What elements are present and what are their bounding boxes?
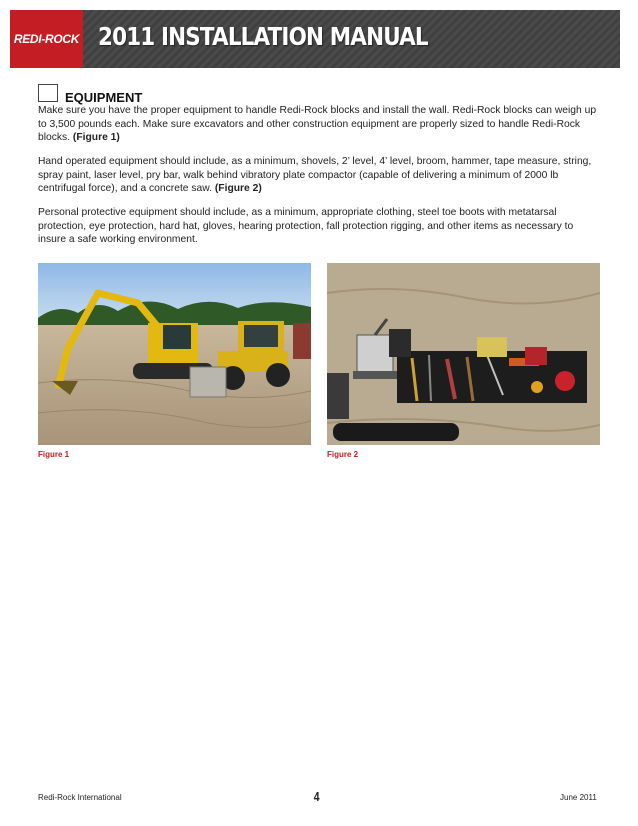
figure-2-caption: Figure 2 <box>327 450 359 459</box>
paragraph-protective-equipment: Personal protective equipment should include, as a minimum, appropriate clothing, steel toe boots with metatarsal protection, eye protection, hard hat, gloves, hearing protection, fall protection rigging, and other items as necessary to insure a safe working environment. <box>38 207 574 245</box>
page-number: 4 <box>313 789 320 804</box>
page-title: 2011 INSTALLATION MANUAL <box>98 22 428 51</box>
hand-tools-illustration <box>327 263 600 445</box>
excavator-loader-illustration <box>38 263 311 445</box>
section-heading: EQUIPMENT <box>65 90 143 105</box>
footer-date: June 2011 <box>560 793 597 802</box>
figure-2-photo <box>327 263 600 445</box>
figure-1-caption: Figure 1 <box>38 450 70 459</box>
section-checkbox[interactable] <box>38 84 58 102</box>
logo-text: REDI-ROCK <box>13 32 80 46</box>
figure-1-photo <box>38 263 311 445</box>
paragraph-heavy-equipment: Make sure you have the proper equipment to handle Redi-Rock blocks and install the wall. Redi-Rock blocks can weigh up to 3,500 pounds each. Make sure excavators and other construction equipment are properly sized to handle Redi-Rock blocks. (Figure 1) <box>38 105 597 143</box>
paragraph-hand-equipment: Hand operated equipment should include, as a minimum, shovels, 2’ level, 4’ level, broom, hammer, tape measure, string, spray paint, laser level, pry bar, walk behind vibratory plate compactor (capable of delivering a minimum of 2000 lb centrifugal force), and a concrete saw. (Figure 2) <box>38 156 592 194</box>
figure-2-reference: (Figure 2) <box>214 183 262 194</box>
figure-1-reference: (Figure 1) <box>72 132 120 143</box>
footer-company: Redi-Rock International <box>38 793 122 802</box>
redi-rock-logo <box>10 10 83 68</box>
